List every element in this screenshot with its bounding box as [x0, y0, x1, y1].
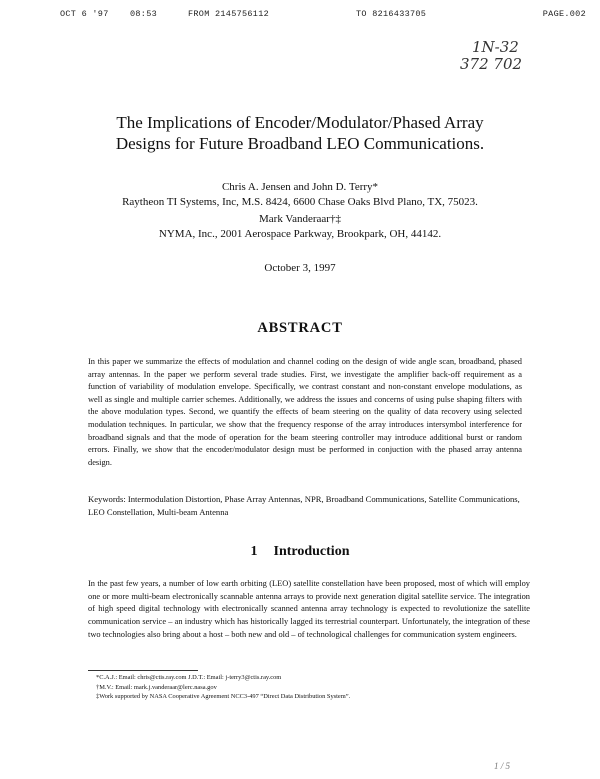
keywords-label: Keywords:: [88, 494, 126, 504]
title-line-2: Designs for Future Broadband LEO Communications.: [115, 134, 485, 153]
affiliation-2: NYMA, Inc., 2001 Aerospace Parkway, Brookpark, OH, 44142.: [158, 228, 442, 240]
authors-2: Mark Vanderaar†‡: [259, 213, 341, 225]
author-block-2: [40, 212, 560, 242]
bottom-scan-mark: 1 / 5: [493, 761, 510, 771]
keywords: [88, 493, 528, 519]
author-block-1: [40, 180, 560, 210]
paper-title: [40, 112, 560, 154]
section-title: Introduction: [273, 544, 350, 559]
fax-page: PAGE.002: [542, 9, 586, 19]
section-number: 1: [250, 544, 258, 559]
paper-date: October 3, 1997: [264, 262, 336, 274]
footnote-divider: [88, 670, 198, 671]
intro-paragraph: In the past few years, a number of low earth orbiting (LEO) satellite constellation have been proposed, most of which will employ one or more multi-beam electronically scannable antenna arrays to provide next generation digital satellite service. The integration of high speed digital technology with electronically scanned antenna array technology is expected to revolutionize the satellite communication service – an industry which has historically lagged its terrestrial counterpart. Unfortunately, the integration of these two technologies also bring about a host – both new and old – of technological challenges for communication system engineers.: [88, 579, 530, 639]
footnote-1: *C.A.J.: Email: chris@ctis.ray.com J.D.T.: Email: j-terry3@ctis.ray.com: [96, 674, 282, 681]
handwritten-note-1: 1N-32: [472, 38, 519, 56]
keywords-text: Intermodulation Distortion, Phase Array Antennas, NPR, Broadband Communications, Satellite Communications, LEO Constellation, Multi-beam Antenna: [88, 494, 520, 517]
footnote-2: †M.V.: Email: mark.j.vanderaar@lerc.nasa.gov: [96, 683, 217, 691]
title-line-1: The Implications of Encoder/Modulator/Phased Array: [116, 113, 484, 132]
footnote-3: ‡Work supported by NASA Cooperative Agreement NCC3-497 “Direct Data Distribution System”.: [96, 693, 351, 701]
authors-1: Chris A. Jensen and John D. Terry*: [221, 181, 379, 193]
fax-from: FROM 2145756112: [188, 9, 270, 19]
abstract-text: In this paper we summarize the effects of modulation and channel coding on the design of wide angle scan, broadband, phased array antennas. In the paper we perform several trade studies. First, we investigate the amplifier back-off requirement as a function of variability of modulation envelope. Specifically, we contrast constant and non-constant envelope modulations, as well as single and multiple carrier schemes. Additionally, we address the issues and concerns of using pulse shaping filters with the above modulation types. Second, we quantify the effects of beam steering on the quality of data recovery using selected modulation techniques. In particular, we show that the frequency response of the array introduces intersymbol interference for broadband signals and that the mode of operation for the beam steering controller may introduce additional burst or random errors. Finally, we show that the encoder/modulator design must be performed in conjuction with the phased array antenna design.: [88, 357, 522, 467]
fax-to: TO 8216433705: [356, 9, 427, 19]
fax-date: OCT 6 '97: [60, 9, 109, 19]
footnotes: [96, 673, 530, 702]
section-heading: [0, 544, 600, 560]
affiliation-1: Raytheon TI Systems, Inc, M.S. 8424, 6600 Chase Oaks Blvd Plano, TX, 75023.: [122, 196, 478, 208]
handwritten-note-2: 372 702: [460, 55, 523, 73]
abstract-heading: ABSTRACT: [257, 320, 343, 336]
fax-time: 08:53: [130, 9, 158, 19]
